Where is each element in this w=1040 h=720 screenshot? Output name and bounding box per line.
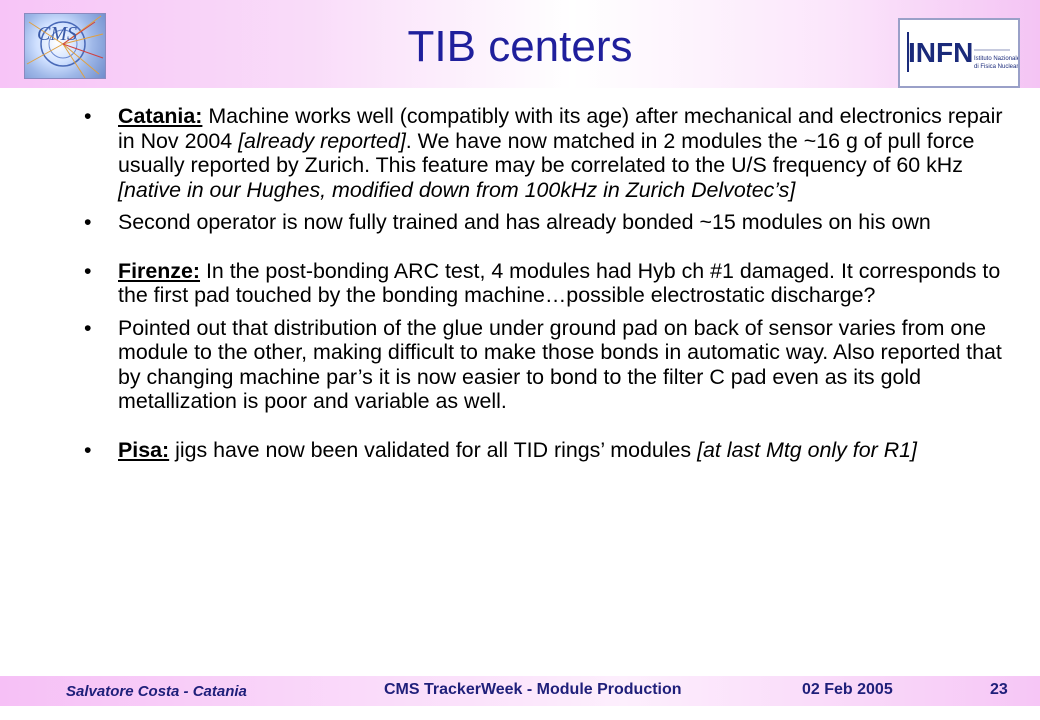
bullet-italic: [native in our Hughes, modified down from 100kHz in Zurich Delvotec’s] (118, 177, 796, 202)
svg-text:Istituto Nazionale: Istituto Nazionale (974, 56, 1018, 62)
bullet-text: Pointed out that distribution of the glue under ground pad on back of sensor varies from one module to the other, making difficult to make those bonds in automatic way. Also reported that by changing machine par’s it is now easier to bond to the filter C pad even as its gold metallization is poor and variable as well. (118, 315, 1002, 413)
bullet-text: Second operator is now fully trained and has already bonded ~15 modules on his own (118, 210, 931, 234)
bullet-text: . We have now matched in 2 modules the ~16 g of pull force usually reported by Zurich. This feature may be correlated to the U/S frequency of 60 kHz (118, 128, 975, 177)
svg-text:CMS: CMS (37, 23, 77, 45)
footer-author: Salvatore Costa - Catania (66, 683, 247, 700)
footer-event: CMS TrackerWeek - Module Production (384, 681, 682, 698)
bullet-lead: Pisa: (118, 437, 170, 462)
slide-body (84, 104, 1004, 462)
svg-text:di Fisica Nucleare: di Fisica Nucleare (974, 64, 1018, 70)
slide-title: TIB centers (407, 22, 633, 71)
bullet-firenze-glue (84, 316, 1004, 414)
infn-logo (898, 18, 1020, 88)
footer-page-number: 23 (990, 681, 1008, 698)
bullet-catania-operator (84, 210, 1004, 235)
bullet-catania (84, 104, 1004, 202)
svg-text:INFN: INFN (908, 37, 974, 68)
bullet-firenze (84, 259, 1004, 308)
bullet-italic: [already reported] (238, 128, 406, 153)
bullet-italic: [at last Mtg only for R1] (697, 437, 917, 462)
footer-date: 02 Feb 2005 (802, 681, 893, 698)
bullet-pisa (84, 438, 1004, 463)
bullet-lead: Firenze: (118, 258, 201, 283)
bullet-text: jigs have now been validated for all TID rings’ modules (169, 437, 698, 462)
bullet-list (84, 104, 1004, 462)
bullet-text: Machine works well (compatibly with its age) after mechanical and electronics repair in Nov 2004 (118, 104, 1003, 153)
bullet-lead: Catania: (118, 104, 203, 128)
bullet-text: In the post-bonding ARC test, 4 modules had Hyb ch #1 damaged. It corresponds to the first pad touched by the bonding machine…possible electrostatic discharge? (118, 258, 1001, 307)
